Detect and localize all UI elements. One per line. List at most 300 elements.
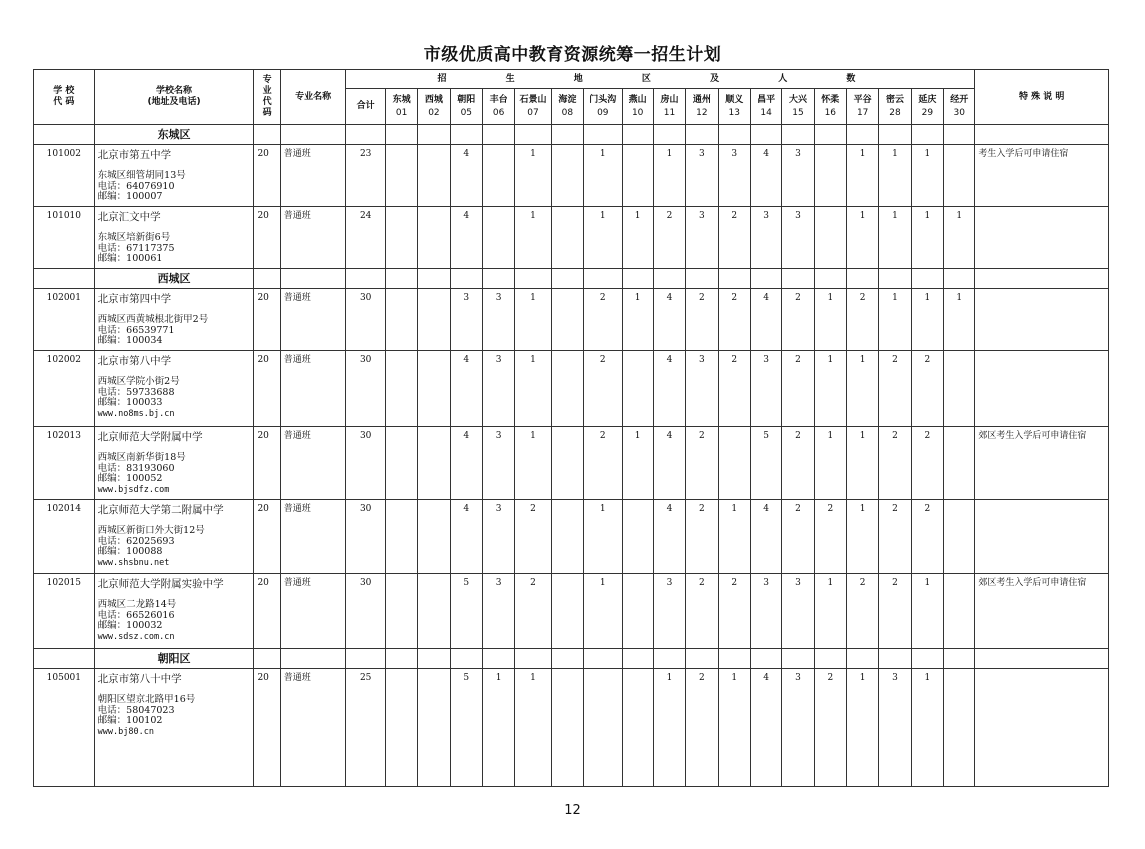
region-empty-cell [911,649,943,669]
region-empty-cell [450,269,482,289]
district-count: 2 [846,574,878,649]
district-count [622,351,653,427]
region-empty-cell [418,269,450,289]
header-note: 特 殊 说 明 [975,70,1109,125]
district-count: 1 [622,289,653,351]
district-count: 1 [911,289,943,351]
region-empty-cell [622,649,653,669]
region-empty-cell [346,125,385,145]
school-info [94,207,254,269]
header-district-28 [879,89,911,125]
school-row [34,351,1109,427]
school-phone: 电话：83193060 [97,462,175,474]
district-count: 4 [653,427,685,500]
district-count: 1 [814,427,846,500]
school-address: 西城区南新华街18号 [97,452,186,463]
region-empty-cell [254,649,280,669]
school-postcode: 邮编：100007 [97,191,163,202]
district-count: 4 [450,145,482,207]
school-phone: 电话：66539771 [97,324,175,336]
district-count [718,427,750,500]
region-empty-cell [385,269,417,289]
school-name: 北京师范大学附属实验中学 [97,578,224,590]
major-name: 普通班 [280,207,346,269]
district-count: 2 [879,500,911,574]
district-count: 1 [911,145,943,207]
district-count [385,145,417,207]
school-name: 北京汇文中学 [97,211,161,223]
district-count: 1 [515,289,551,351]
district-count: 4 [653,289,685,351]
district-count: 4 [750,289,781,351]
header-major-code-char: 专 [262,75,272,85]
district-count [385,289,417,351]
district-count: 2 [782,351,814,427]
region-empty-cell [622,125,653,145]
total-count: 24 [346,207,385,269]
district-name: 昌平 [757,94,776,105]
district-count: 1 [515,351,551,427]
table-body [34,70,1109,787]
district-count: 1 [718,669,750,787]
district-count: 2 [782,427,814,500]
district-count: 2 [814,500,846,574]
district-count [551,574,583,649]
school-row [34,574,1109,649]
region-empty-cell [254,269,280,289]
region-empty-cell [515,125,551,145]
district-count [944,427,975,500]
region-empty-cell [418,125,450,145]
region-row [34,649,1109,669]
region-empty-cell [750,649,781,669]
header-major-code-char: 码 [262,108,272,118]
region-empty-cell [975,125,1109,145]
region-empty-cell [975,269,1109,289]
district-count: 2 [686,574,718,649]
school-postcode: 邮编：100034 [97,335,163,346]
district-count: 3 [782,574,814,649]
total-count: 25 [346,669,385,787]
district-count: 3 [879,669,911,787]
district-count: 2 [584,289,622,351]
district-count: 2 [515,500,551,574]
district-count: 1 [911,574,943,649]
school-phone: 电话：59733688 [97,386,175,398]
page-number: 12 [564,803,581,818]
district-count: 1 [944,207,975,269]
district-count: 3 [782,669,814,787]
school-info [94,669,254,787]
special-note: 郊区考生入学后可申请住宿 [975,574,1109,649]
school-postcode: 邮编：100032 [97,620,163,631]
district-count: 2 [718,351,750,427]
district-count [551,427,583,500]
major-name: 普通班 [280,427,346,500]
school-code: 102001 [34,289,95,351]
major-name: 普通班 [280,574,346,649]
district-count: 1 [622,207,653,269]
header-district-09 [584,89,622,125]
district-name: 大兴 [788,94,807,105]
district-count: 1 [879,145,911,207]
school-name: 北京市第五中学 [97,149,172,161]
region-row [34,125,1109,145]
header-major-name: 专业名称 [280,70,346,125]
district-code: 06 [492,107,505,118]
school-info [94,427,254,500]
district-count [551,145,583,207]
district-count: 3 [482,574,514,649]
region-empty-cell [346,269,385,289]
special-note [975,207,1109,269]
school-postcode: 邮编：100052 [97,473,163,484]
region-empty-cell [482,125,514,145]
region-empty-cell [254,125,280,145]
district-count [622,145,653,207]
district-code: 28 [889,107,901,118]
district-count: 1 [584,574,622,649]
district-code: 15 [792,107,804,118]
header-district-15 [782,89,814,125]
district-count [418,669,450,787]
district-count: 2 [911,427,943,500]
school-phone: 电话：67117375 [97,242,175,254]
region-empty-cell [846,125,878,145]
district-count [551,207,583,269]
header-district-10 [622,89,653,125]
region-empty-cell [482,649,514,669]
district-count [482,207,514,269]
major-code: 20 [254,669,280,787]
school-postcode: 邮编：100033 [97,397,163,408]
region-empty-cell [385,649,417,669]
school-code: 102015 [34,574,95,649]
region-empty-cell [846,269,878,289]
district-count: 2 [584,351,622,427]
special-note [975,289,1109,351]
district-name: 顺义 [725,94,744,105]
district-count [551,351,583,427]
school-website: www.sdsz.com.cn [97,631,175,642]
district-count: 2 [782,500,814,574]
major-name: 普通班 [280,351,346,427]
page-title: 市级优质高中教育资源统筹一招生计划 [423,45,722,65]
district-count [418,574,450,649]
header-name-line1: 学校名称 [156,86,193,96]
district-name: 丰台 [489,94,508,105]
district-count: 5 [750,427,781,500]
school-row [34,207,1109,269]
school-info [94,145,254,207]
district-count: 1 [879,207,911,269]
region-empty-cell [515,649,551,669]
district-count: 1 [515,145,551,207]
header-code-line2: 代 码 [53,97,75,107]
district-code: 08 [561,107,574,118]
region-empty-cell [280,269,346,289]
header-enroll-group [346,70,975,89]
region-empty-cell [34,269,95,289]
district-count [418,351,450,427]
header-major-code-char: 业 [262,86,272,96]
district-count: 1 [584,145,622,207]
region-empty-cell [584,125,622,145]
major-code: 20 [254,145,280,207]
district-count: 1 [944,289,975,351]
district-count: 1 [482,669,514,787]
school-name: 北京师范大学第二附属中学 [97,504,224,516]
district-code: 13 [728,107,740,118]
school-name: 北京师范大学附属中学 [97,431,203,443]
school-code: 102014 [34,500,95,574]
district-count: 2 [718,289,750,351]
school-phone: 电话：58047023 [97,704,175,716]
region-empty-cell [584,269,622,289]
region-empty-cell [418,649,450,669]
district-code: 10 [631,107,644,118]
school-address: 西城区学院小街2号 [97,376,180,387]
district-count: 2 [846,289,878,351]
district-count: 2 [718,574,750,649]
district-count: 1 [515,427,551,500]
district-count [482,145,514,207]
district-code: 07 [527,107,539,118]
school-code: 101002 [34,145,95,207]
district-count [622,500,653,574]
district-count: 3 [782,207,814,269]
special-note: 考生入学后可申请住宿 [975,145,1109,207]
region-name: 西城区 [94,269,254,289]
header-district-05 [450,89,482,125]
region-empty-cell [975,649,1109,669]
school-phone: 电话：66526016 [97,609,175,621]
school-phone: 电话：64076910 [97,180,175,192]
school-website: www.shsbnu.net [97,557,170,568]
region-empty-cell [515,269,551,289]
school-website: www.bj80.cn [97,726,154,737]
district-count [584,669,622,787]
district-count: 1 [911,669,943,787]
district-count: 4 [450,427,482,500]
region-empty-cell [686,125,718,145]
region-empty-cell [653,649,685,669]
district-count: 4 [750,669,781,787]
district-name: 延庆 [918,94,937,105]
district-count: 3 [718,145,750,207]
region-empty-cell [879,649,911,669]
district-count: 3 [482,500,514,574]
region-name: 朝阳区 [94,649,254,669]
district-count [385,207,417,269]
district-count: 2 [814,669,846,787]
district-code: 30 [953,107,965,118]
district-count: 2 [515,574,551,649]
district-count: 1 [814,574,846,649]
district-count: 1 [846,427,878,500]
district-count: 1 [622,427,653,500]
school-website: www.bjsdfz.com [97,484,170,495]
district-count: 3 [686,207,718,269]
school-code: 102002 [34,351,95,427]
major-code: 20 [254,351,280,427]
total-count: 30 [346,500,385,574]
header-code-line1: 学 校 [53,86,75,96]
region-empty-cell [551,125,583,145]
district-count: 1 [846,145,878,207]
district-count [385,500,417,574]
district-count: 2 [782,289,814,351]
header-district-11 [653,89,685,125]
major-code: 20 [254,207,280,269]
district-count [418,427,450,500]
district-count: 2 [686,669,718,787]
school-info [94,351,254,427]
district-count: 1 [846,207,878,269]
district-count: 3 [686,351,718,427]
district-name: 密云 [886,94,905,105]
header-enroll-group-label: 招 生 地 区 及 人 数 [437,73,884,84]
region-empty-cell [814,649,846,669]
region-empty-cell [718,649,750,669]
region-empty-cell [450,649,482,669]
total-count: 30 [346,427,385,500]
district-count [814,207,846,269]
school-info [94,574,254,649]
region-empty-cell [584,649,622,669]
district-count: 2 [879,427,911,500]
district-code: 05 [460,107,473,118]
school-postcode: 邮编：100088 [97,546,163,557]
region-empty-cell [346,649,385,669]
district-count: 1 [515,669,551,787]
region-empty-cell [686,649,718,669]
header-district-01 [385,89,417,125]
district-count [622,574,653,649]
district-count: 5 [450,574,482,649]
region-empty-cell [718,125,750,145]
district-count [418,145,450,207]
district-code: 14 [760,107,772,118]
district-count: 1 [584,500,622,574]
district-count [551,669,583,787]
district-count [944,574,975,649]
district-count: 4 [653,351,685,427]
header-major-code-char: 代 [262,97,272,107]
district-code: 11 [663,107,676,118]
district-name: 东城 [392,94,411,105]
district-count: 4 [750,145,781,207]
district-count: 3 [782,145,814,207]
major-code: 20 [254,289,280,351]
region-empty-cell [944,649,975,669]
header-district-08 [551,89,583,125]
region-empty-cell [814,269,846,289]
region-empty-cell [686,269,718,289]
district-code: 01 [395,107,408,118]
region-empty-cell [718,269,750,289]
school-info [94,289,254,351]
school-address: 东城区培新街6号 [97,232,171,243]
school-postcode: 邮编：100102 [97,715,163,726]
district-name: 石景山 [519,94,547,105]
district-name: 经开 [950,94,969,105]
region-empty-cell [911,269,943,289]
region-empty-cell [280,649,346,669]
district-count [814,145,846,207]
school-address: 东城区细管胡同13号 [97,170,186,181]
header-major-code [254,70,280,125]
district-name: 西城 [424,94,443,105]
region-empty-cell [482,269,514,289]
district-count: 2 [911,500,943,574]
district-count: 4 [450,351,482,427]
region-empty-cell [750,125,781,145]
district-count [385,351,417,427]
school-postcode: 邮编：100061 [97,253,163,264]
school-row [34,427,1109,500]
school-website: www.no8ms.bj.cn [97,408,175,419]
district-code: 02 [428,107,440,118]
district-count: 1 [911,207,943,269]
total-count: 30 [346,351,385,427]
school-phone: 电话：62025693 [97,535,175,547]
district-count: 2 [879,574,911,649]
district-count [944,669,975,787]
school-address: 西城区二龙路14号 [97,599,177,610]
header-district-07 [515,89,551,125]
region-empty-cell [879,269,911,289]
district-name: 门头沟 [589,94,617,105]
district-count [944,351,975,427]
total-count: 23 [346,145,385,207]
school-info [94,500,254,574]
district-count: 1 [846,351,878,427]
major-name: 普通班 [280,500,346,574]
district-name: 怀柔 [821,94,840,105]
school-code: 102013 [34,427,95,500]
school-code: 101010 [34,207,95,269]
major-code: 20 [254,427,280,500]
enrollment-plan-table [33,69,1109,787]
school-code: 105001 [34,669,95,787]
district-count: 2 [686,289,718,351]
header-district-13 [718,89,750,125]
header-district-06 [482,89,514,125]
region-empty-cell [450,125,482,145]
district-count: 3 [482,351,514,427]
region-empty-cell [653,125,685,145]
school-row [34,669,1109,787]
region-empty-cell [34,649,95,669]
district-count: 4 [450,500,482,574]
district-code: 09 [597,107,609,118]
special-note [975,500,1109,574]
region-empty-cell [280,125,346,145]
region-empty-cell [814,125,846,145]
district-name: 平谷 [853,94,872,105]
header-district-02 [418,89,450,125]
region-empty-cell [34,125,95,145]
region-empty-cell [653,269,685,289]
major-code: 20 [254,574,280,649]
district-count [385,574,417,649]
district-name: 通州 [692,94,711,105]
district-count: 2 [911,351,943,427]
district-count: 1 [879,289,911,351]
header-district-12 [686,89,718,125]
header-row-1 [34,70,1109,89]
